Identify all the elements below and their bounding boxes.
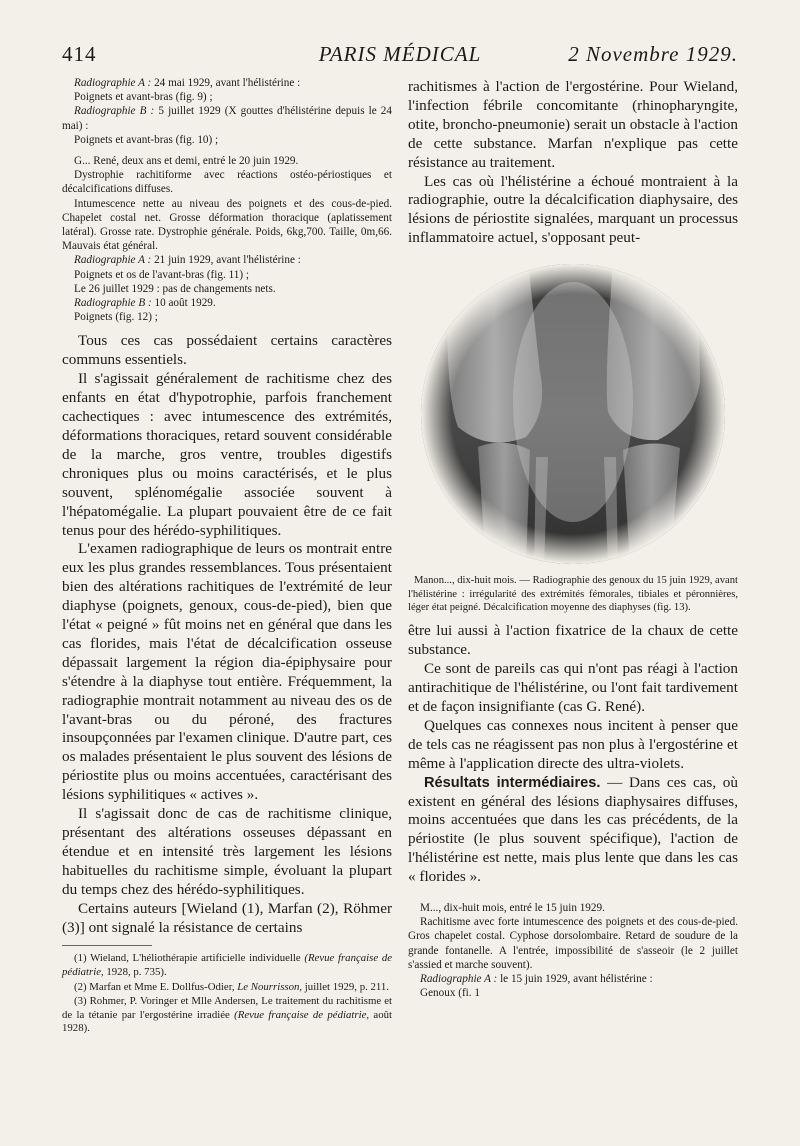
- section-heading: Résultats intermédiaires.: [424, 774, 601, 791]
- footnote: (3) Rohmer, P. Voringer et Mlle Andersen, Le traitement du rachitisme et de la tétanie par l'ergostérine irradiée (Revue française de pédiatrie, août 1928).: [62, 995, 392, 1035]
- radio-note: Radiographie A : 24 mai 1929, avant l'hélistérine :: [74, 77, 301, 89]
- case-rene-description: Intumescence nette au niveau des poignets et des cous-de-pied. Chapelet costal net. Grosse déformation thoracique (aplatissement latéral). Grosse rate. Dystrophie générale. Poids, 6kg,700. Taille, 0m,66. Mauvais état général.: [62, 197, 392, 253]
- issue-date: 2 Novembre 1929.: [568, 42, 738, 66]
- radio-note: Poignets et avant-bras (fig. 10) ;: [74, 133, 219, 146]
- radio-note: Radiographie B : 10 août 1929.: [74, 297, 216, 310]
- body-paragraph: Il s'agissait généralement de rachitisme chez des enfants en état d'hypotrophie, parfois franchement cachectiques : avec intumescence des extrémités, déformations thoraciques, retard souvent considérable de la marche, gros ventre, troubles digestifs chroniques plus ou moins caractérisés, et le plus souvent, splénomégalie associée souvent à l'hépatomégalie. La plupart pouvaient être de ce fait tenus pour des hérédo-syphilitiques.: [62, 370, 392, 539]
- knee-radiograph-figure: [408, 262, 738, 566]
- radio-note: Poignets et os de l'avant-bras (fig. 11) ;: [74, 268, 249, 281]
- body-paragraph: Quelques cas connexes nous incitent à penser que de tels cas ne réagissent pas non plus à l'ergostérine et même à l'application directe des ultra-violets.: [408, 716, 738, 772]
- footnote-divider: [62, 945, 152, 946]
- knee-radiograph-image: [408, 262, 738, 566]
- case-m-intro: M..., dix-huit mois, entré le 15 juin 1929.: [420, 902, 605, 915]
- case-m-description: Rachitisme avec forte intumescence des poignets et des cous-de-pied. Gros chapelet costal. Cyphose dorsolombaire. Retard de soudure de la grande fontanelle. A l'entrée, impossibilité de s'asseoir (le 2 juillet s'assied et marche souvent).: [408, 916, 738, 971]
- running-header: [62, 42, 738, 70]
- radio-note: Radiographie B : 5 juillet 1929 (X gouttes d'hélistérine depuis le 24 mai) :: [62, 105, 392, 132]
- figure-caption: Manon..., dix-huit mois. — Radiographie des genoux du 15 juin 1929, avant l'hélistérine : irrégularité des extrémités fémorales, tibiales et péronnières, léger état peigné. Décalcification moyenne des diaphyses (fig. 13).: [408, 575, 738, 613]
- body-paragraph: Les cas où l'hélistérine a échoué montraient à la radiographie, outre la décalcification diaphysaire, des lésions de périostite signalées, marquant un processus inflammatoire actuel, s'opposant peut-: [408, 172, 738, 247]
- journal-title: PARIS MÉDICAL: [318, 42, 482, 66]
- left-column: [62, 76, 392, 1036]
- body-paragraph: être lui aussi à l'action fixatrice de la chaux de cette substance.: [408, 622, 738, 659]
- body-paragraph: Il s'agissait donc de cas de rachitisme clinique, présentant des altérations osseuses dépassant en étendue et en intensité très largement les lésions habituelles du rachitisme simple, évoluant la plupart du temps chez des hérédo-syphilitiques.: [62, 805, 392, 898]
- footnote: (1) Wieland, L'héliothérapie artificielle individuelle (Revue française de pédiatrie, 1928, p. 735).: [62, 952, 393, 979]
- body-paragraph: Tous ces cas possédaient certains caractères communs essentiels.: [62, 332, 392, 369]
- body-paragraph: Certains auteurs [Wieland (1), Marfan (2), Röhmer (3)] ont signalé la résistance de certains: [62, 899, 392, 936]
- right-column: [408, 78, 738, 1000]
- body-paragraph: L'examen radiographique de leurs os montrait entre eux les plus grandes ressemblances. Tous présentaient bien des altérations rachitiques de l'extrémité de leur diaphyse (poignets, genoux, cous-de-pied), bien que l'état « peigné » fût moins net en général que dans les cas florides, mais l'état de décalcification osseuse dépassait largement la région dia-épiphysaire pour s'étendre à la diaphyse tout entière. Fréquemment, la radiographie montrait notamment au niveau des os de l'avant-bras ou du péroné, des fractures insoupçonnées par l'examen clinique. D'autre part, ces os malades présentaient le plus souvent des lésions de périostite plus ou moins accentuées, caractérisant des lésions syphilitiques « actives ».: [62, 540, 392, 804]
- case-rene-diagnosis: Dystrophie rachitiforme avec réactions ostéo-périostiques et décalcifications diffuses.: [62, 169, 392, 196]
- radio-note: Le 26 juillet 1929 : pas de changements nets.: [74, 282, 276, 295]
- footnote: (2) Marfan et Mme E. Dollfus-Odier, Le Nourrisson, juillet 1929, p. 211.: [74, 980, 389, 993]
- radio-note: Radiographie A : 21 juin 1929, avant l'hélistérine :: [74, 254, 301, 267]
- radio-note: Radiographie A : le 15 juin 1929, avant hélistérine :: [420, 973, 653, 986]
- case-rene-intro: G... René, deux ans et demi, entré le 20 juin 1929.: [74, 155, 299, 168]
- page-number: 414: [62, 42, 97, 66]
- radio-note-truncated: Genoux (fi. 1: [420, 987, 480, 1000]
- results-paragraph: Résultats intermédiaires. — Dans ces cas, où existent en général des lésions diaphysaires diffuses, moins accentuées que dans les cas précédents, de la périostite (le plus souvent spécifique), l'action de l'hélistérine est nette, mais plus lente que dans les cas « florides ».: [408, 773, 738, 886]
- radio-note: Poignets (fig. 12) ;: [74, 311, 158, 324]
- radio-note: Poignets et avant-bras (fig. 9) ;: [74, 91, 213, 104]
- body-paragraph: Ce sont de pareils cas qui n'ont pas réagi à l'action antirachitique de l'hélistérine, ou l'ont fait tardivement et de façon insignifiante (cas G. René).: [408, 660, 738, 715]
- body-paragraph: rachitismes à l'action de l'ergostérine. Pour Wieland, l'infection fébrile concomitante (rhinopharyngite, otite, broncho-pneumonie) serait un obstacle à l'action de cette substance. Marfan n'explique pas cette résistance au traitement.: [408, 78, 738, 171]
